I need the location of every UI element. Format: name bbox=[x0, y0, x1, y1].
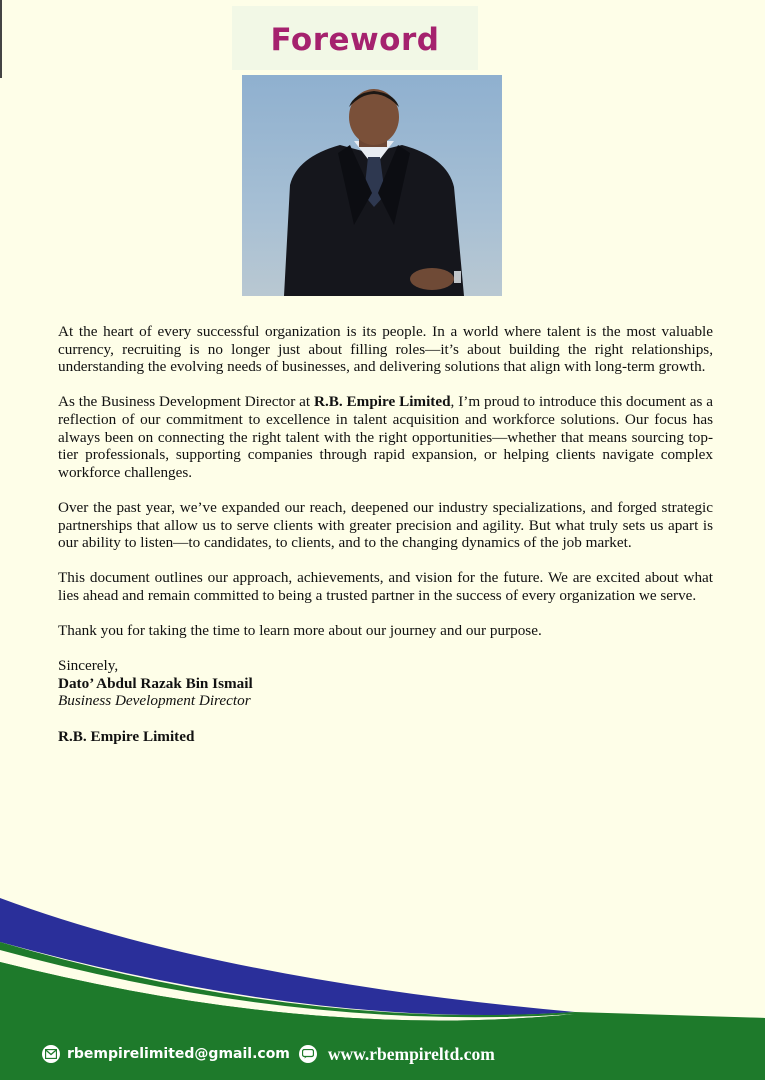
footer-contact bbox=[42, 1041, 495, 1067]
signatory-title: Business Development Director bbox=[58, 692, 251, 710]
letter-paragraph-1: At the heart of every successful organization is its people. In a world where talent is the most valuable currency, recruiting is no longer just about filling roles—it’s about building the right relationships, understanding the evolving needs of businesses, and delivering solutions that align with long-term growth. bbox=[58, 323, 713, 376]
letter-body bbox=[58, 323, 713, 745]
footer-email[interactable]: rbempirelimited@gmail.com bbox=[67, 1046, 290, 1062]
p2-text-before: As the Business Development Director at bbox=[58, 393, 314, 411]
p2-text-after: , I’m proud to introduce this document as a reflection of our commitment to excellence in talent acquisition and workforce solutions. Our focus has always been on connecting the right talent with the right opportunities—whether that means sourcing top-tier professionals, supporting companies through rapid expansion, or helping clients navigate complex workforce challenges. bbox=[58, 393, 713, 481]
letter-paragraph-3: Over the past year, we’ve expanded our reach, deepened our industry specializations, and forged strategic partnerships that allow us to serve clients with greater precision and agility. But what truly sets us apart is our ability to listen—to candidates, to clients, and to the changing dynamics of the job market. bbox=[58, 498, 713, 552]
portrait-photo bbox=[242, 75, 502, 296]
letter-paragraph-4: This document outlines our approach, achievements, and vision for the future. We are excited about what lies ahead and remain committed to being a trusted partner in the success of every organization we serve. bbox=[58, 569, 713, 604]
signatory-name: Dato’ Abdul Razak Bin Ismail bbox=[58, 674, 253, 692]
page-title: Foreword bbox=[270, 22, 440, 58]
company-name: R.B. Empire Limited bbox=[58, 727, 195, 745]
letter-paragraph-2 bbox=[58, 393, 713, 481]
envelope-icon bbox=[42, 1045, 60, 1063]
footer-website[interactable]: www.rbempireltd.com bbox=[327, 1043, 495, 1064]
signature-block bbox=[58, 657, 713, 745]
p2-company-name: R.B. Empire Limited bbox=[314, 393, 451, 411]
letter-paragraph-5: Thank you for taking the time to learn more about our journey and our purpose. bbox=[58, 622, 542, 640]
chat-icon bbox=[299, 1045, 317, 1063]
closing-line: Sincerely, bbox=[58, 657, 119, 675]
